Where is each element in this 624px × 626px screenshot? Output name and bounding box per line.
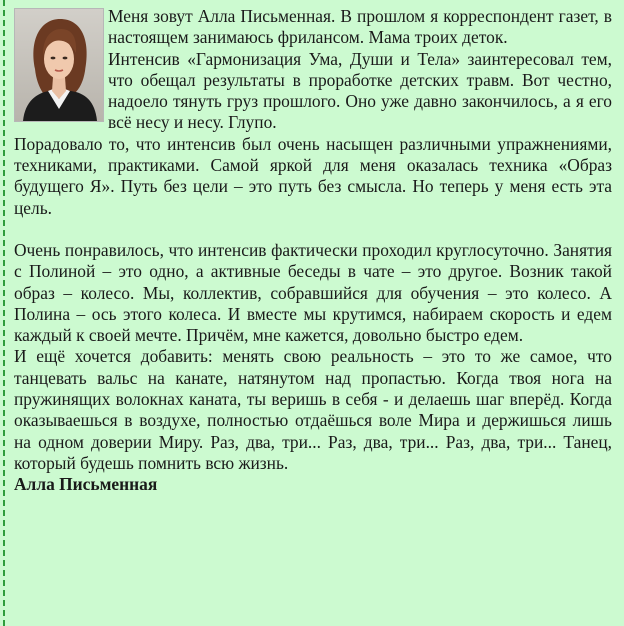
author-signature: Алла Письменная xyxy=(14,474,158,495)
paragraph-waltz: И ещё хочется добавить: менять свою реальность – это то же самое, что танцевать вальс на канате, натянутом над пропастью. Когда твоя нога на пружинящих волокнах каната, ты веришь в себя - и делаешь шаг вперёд. Когда оказываешься в воздухе, полностью отдаёшься воле Мира и держишься лишь на одном доверии Миру. Раз, два, три... Раз, два, три... Раз, два, три... Танец, который будешь помнить всю жизнь. xyxy=(14,346,612,473)
testimonial-text xyxy=(14,6,612,496)
paragraph-techniques: Порадовало то, что интенсив был очень насыщен различными упражнениями, техниками, практиками. Самой яркой для меня оказалась техника «Образ будущего Я». Путь без цели – это путь без смысла. Но теперь у меня есть эта цель. xyxy=(14,133,612,218)
author-portrait-image xyxy=(15,9,103,121)
paragraph-intensive: Интенсив «Гармонизация Ума, Души и Тела» заинтересовал тем, что обещал результаты в проработке детских травм. Вот честно, надоело тянуть груз прошлого. Оно уже давно закончилось, а я его всё несу и несу. Глупо. xyxy=(108,48,612,133)
paragraph-wheel: Очень понравилось, что интенсив фактически проходил круглосуточно. Занятия с Полиной – это одно, а активные беседы в чате – это другое. Возник такой образ – колесо. Мы, коллектив, собравшийся для обучения – это колесо. А Полина – ось этого колеса. И вместе мы крутимся, набираем скорость и едем каждый к своей мечте. Причём, мне кажется, довольно быстро едем. xyxy=(14,239,612,346)
dashed-left-border xyxy=(3,0,5,626)
author-photo xyxy=(14,8,104,122)
paragraph-intro: Меня зовут Алла Письменная. В прошлом я корреспондент газет, в настоящем занимаюсь фрилансом. Мама троих деток. xyxy=(108,6,612,48)
